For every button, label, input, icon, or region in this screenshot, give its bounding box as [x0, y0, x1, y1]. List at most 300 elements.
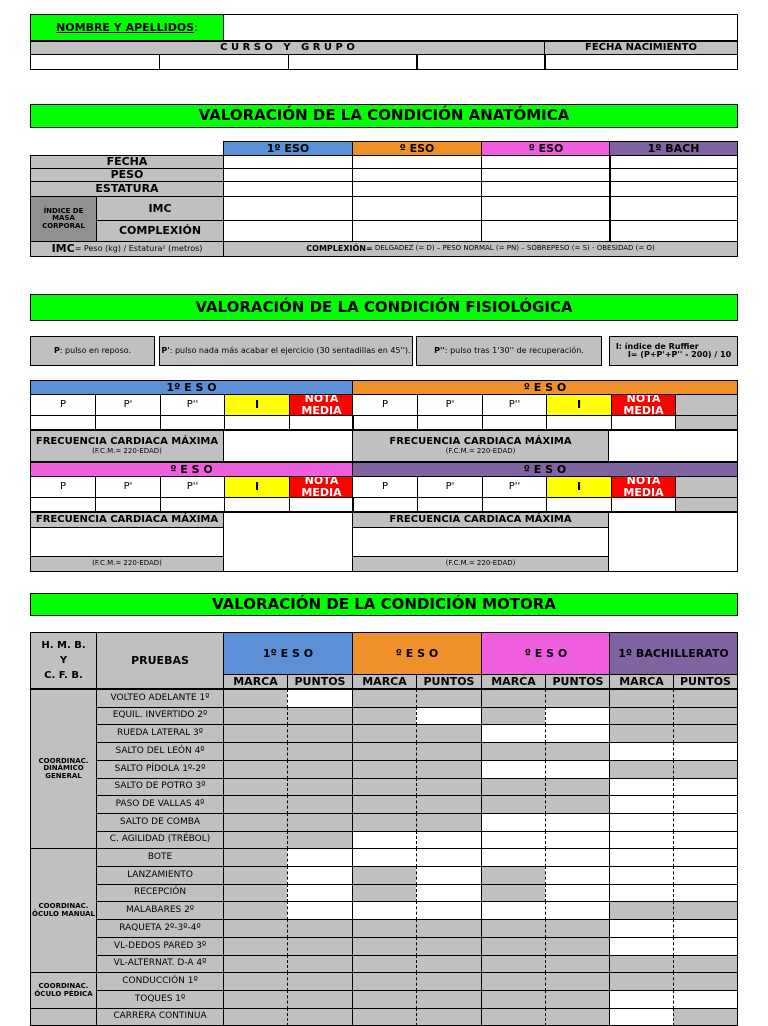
marca-input[interactable]	[223, 831, 288, 849]
fisio-block-title: 1º E S O	[30, 380, 353, 395]
puntos-input[interactable]	[416, 848, 482, 867]
puntos-input[interactable]	[287, 972, 353, 991]
fcm-title: FRECUENCIA CARDIACA MÁXIMA	[389, 436, 572, 448]
motora-col-header: 1º BACHILLERATO	[609, 632, 738, 675]
fisio-title: VALORACIÓN DE LA CONDICIÓN FISIOLÓGICA	[30, 294, 738, 321]
puntos-input[interactable]	[416, 742, 482, 761]
anat-input[interactable]	[481, 196, 611, 221]
marca-header: MARCA	[223, 674, 288, 689]
marca-input[interactable]	[352, 1008, 417, 1026]
name-label-text: NOMBRE Y APELLIDOS	[56, 20, 195, 34]
fisio-input[interactable]	[160, 415, 225, 430]
anat-input[interactable]	[352, 181, 482, 197]
imc-formula-text: = Peso (kg) / Estatura² (metros)	[74, 243, 203, 253]
marca-input[interactable]	[223, 884, 288, 902]
anat-input[interactable]	[223, 220, 353, 242]
puntos-input[interactable]	[545, 795, 611, 814]
puntos-input[interactable]	[545, 1008, 611, 1026]
puntos-input[interactable]	[673, 990, 738, 1009]
anat-row-fecha: FECHA	[30, 155, 224, 169]
puntos-input[interactable]	[287, 1008, 353, 1026]
marca-input[interactable]	[609, 955, 674, 973]
marca-input[interactable]	[609, 724, 674, 743]
puntos-input[interactable]	[416, 813, 482, 832]
puntos-input[interactable]	[287, 707, 353, 725]
puntos-input[interactable]	[545, 707, 611, 725]
anat-input[interactable]	[609, 220, 738, 242]
marca-input[interactable]	[609, 795, 674, 814]
marca-input[interactable]	[609, 990, 674, 1009]
fisio-input[interactable]	[224, 415, 290, 430]
marca-header: MARCA	[609, 674, 674, 689]
marca-input[interactable]	[481, 884, 546, 902]
marca-input[interactable]	[223, 778, 288, 796]
puntos-input[interactable]	[545, 724, 611, 743]
fisio-input[interactable]	[289, 415, 354, 430]
marca-header: MARCA	[352, 674, 417, 689]
fcm-sub: (F.C.M.= 220-EDAD)	[30, 556, 224, 572]
legend-symbol: P'	[161, 345, 170, 355]
marca-input[interactable]	[223, 848, 288, 867]
marca-input[interactable]	[609, 778, 674, 796]
prueba-name: VL-DEDOS PARED 3º	[96, 937, 224, 956]
marca-input[interactable]	[223, 990, 288, 1009]
anat-input[interactable]	[352, 155, 482, 169]
imc-formula	[30, 241, 224, 257]
puntos-input[interactable]	[287, 990, 353, 1009]
anat-input[interactable]	[481, 155, 611, 169]
marca-input[interactable]	[352, 778, 417, 796]
marca-input[interactable]	[481, 813, 546, 832]
marca-input[interactable]	[223, 742, 288, 761]
fisio-input[interactable]	[417, 415, 483, 430]
marca-input[interactable]	[352, 901, 417, 920]
imc-label: IMC	[96, 196, 224, 221]
puntos-input[interactable]	[287, 866, 353, 885]
anat-col-header: 1º BACH	[609, 141, 738, 156]
marca-input[interactable]	[609, 689, 674, 708]
anat-input[interactable]	[352, 168, 482, 182]
puntos-input[interactable]	[416, 724, 482, 743]
puntos-input[interactable]	[287, 742, 353, 761]
marca-input[interactable]	[481, 972, 546, 991]
motora-col-header: 1º E S O	[223, 632, 353, 675]
marca-input[interactable]	[481, 919, 546, 938]
marca-input[interactable]	[609, 1008, 674, 1026]
marca-input[interactable]	[223, 901, 288, 920]
marca-input[interactable]	[481, 689, 546, 708]
fisio-input[interactable]	[352, 497, 418, 512]
puntos-input[interactable]	[416, 1008, 482, 1026]
puntos-input[interactable]	[416, 795, 482, 814]
prueba-name: PASO DE VALLAS 4º	[96, 795, 224, 814]
puntos-input[interactable]	[287, 724, 353, 743]
anat-input[interactable]	[481, 181, 611, 197]
puntos-input[interactable]	[416, 760, 482, 779]
marca-input[interactable]	[352, 742, 417, 761]
marca-input[interactable]	[481, 831, 546, 849]
fisio-col-0: P	[352, 476, 418, 498]
fisio-col-1: P'	[417, 476, 483, 498]
puntos-input[interactable]	[416, 901, 482, 920]
puntos-input[interactable]	[673, 760, 738, 779]
fisio-input[interactable]	[95, 497, 161, 512]
marca-input[interactable]	[609, 937, 674, 956]
puntos-input[interactable]	[545, 884, 611, 902]
motora-col-header: º E S O	[352, 632, 482, 675]
puntos-input[interactable]	[287, 795, 353, 814]
prueba-name: SALTO DE POTRO 3º	[96, 778, 224, 796]
puntos-input[interactable]	[673, 795, 738, 814]
anat-input[interactable]	[609, 155, 738, 169]
puntos-input[interactable]	[673, 742, 738, 761]
puntos-input[interactable]	[416, 937, 482, 956]
fisio-col-3: I	[224, 394, 290, 416]
prueba-name: VOLTEO ADELANTE 1º	[96, 689, 224, 708]
fisio-col-3: I	[224, 476, 290, 498]
puntos-input[interactable]	[416, 866, 482, 885]
legend-2	[416, 336, 602, 366]
legend-text: : pulso en reposo.	[59, 345, 132, 355]
marca-input[interactable]	[223, 689, 288, 708]
marca-input[interactable]	[352, 831, 417, 849]
puntos-input[interactable]	[545, 990, 611, 1009]
marca-input[interactable]	[481, 848, 546, 867]
fisio-col-0: P	[30, 394, 96, 416]
marca-input[interactable]	[481, 724, 546, 743]
curso-grupo-field[interactable]	[30, 54, 160, 70]
fisio-input[interactable]	[289, 497, 354, 512]
marca-input[interactable]	[609, 742, 674, 761]
puntos-input[interactable]	[545, 831, 611, 849]
marca-input[interactable]	[352, 972, 417, 991]
puntos-input[interactable]	[545, 937, 611, 956]
puntos-input[interactable]	[545, 778, 611, 796]
colon: :	[194, 20, 198, 34]
puntos-input[interactable]	[287, 919, 353, 938]
puntos-input[interactable]	[673, 689, 738, 708]
fisio-input[interactable]	[417, 497, 483, 512]
marca-input[interactable]	[223, 955, 288, 973]
anat-input[interactable]	[481, 220, 611, 242]
anat-input[interactable]	[481, 168, 611, 182]
marca-input[interactable]	[609, 884, 674, 902]
puntos-input[interactable]	[287, 848, 353, 867]
puntos-input[interactable]	[545, 901, 611, 920]
marca-input[interactable]	[481, 1008, 546, 1026]
marca-input[interactable]	[352, 689, 417, 708]
marca-input[interactable]	[481, 955, 546, 973]
prueba-name: RAQUETA 2º-3º-4º	[96, 919, 224, 938]
fisio-gray-cell	[675, 497, 738, 512]
puntos-input[interactable]	[416, 831, 482, 849]
legend-0	[30, 336, 155, 366]
marca-input[interactable]	[223, 813, 288, 832]
fcm-sub: (F.C.M.= 220-EDAD)	[352, 556, 609, 572]
puntos-input[interactable]	[416, 972, 482, 991]
fcm-input[interactable]	[223, 512, 353, 572]
puntos-input[interactable]	[545, 919, 611, 938]
marca-input[interactable]	[609, 813, 674, 832]
fisio-col-4: NOTA MEDIA	[289, 394, 354, 416]
puntos-input[interactable]	[416, 955, 482, 973]
puntos-input[interactable]	[545, 813, 611, 832]
puntos-input[interactable]	[673, 937, 738, 956]
puntos-input[interactable]	[673, 813, 738, 832]
marca-input[interactable]	[223, 937, 288, 956]
puntos-input[interactable]	[416, 778, 482, 796]
fisio-col-2: P''	[160, 476, 225, 498]
fisio-input[interactable]	[611, 497, 676, 512]
motora-title: VALORACIÓN DE LA CONDICIÓN MOTORA	[30, 593, 738, 616]
marca-input[interactable]	[481, 742, 546, 761]
motora-group: COORDINAC. DINÁMICO GENERAL	[30, 689, 97, 849]
marca-input[interactable]	[223, 760, 288, 779]
marca-input[interactable]	[609, 866, 674, 885]
puntos-input[interactable]	[287, 813, 353, 832]
fcm-label	[352, 430, 609, 462]
marca-input[interactable]	[352, 955, 417, 973]
fisio-col-2: P''	[482, 476, 547, 498]
fcm-sub: (F.C.M.= 220-EDAD)	[445, 446, 516, 455]
complexion-legend-text: DELGADEZ (= D) – PESO NORMAL (= PN) – SOBREPESO (= S) - OBESIDAD (= O)	[372, 244, 655, 253]
anat-row-peso: PESO	[30, 168, 224, 182]
puntos-input[interactable]	[416, 990, 482, 1009]
puntos-input[interactable]	[673, 866, 738, 885]
puntos-input[interactable]	[287, 831, 353, 849]
marca-input[interactable]	[352, 795, 417, 814]
legend-symbol: P	[53, 345, 60, 355]
fisio-block-title: º E S O	[30, 462, 353, 477]
marca-input[interactable]	[609, 919, 674, 938]
puntos-input[interactable]	[287, 884, 353, 902]
prueba-name: BOTE	[96, 848, 224, 867]
puntos-input[interactable]	[545, 972, 611, 991]
marca-input[interactable]	[481, 760, 546, 779]
name-label	[30, 14, 224, 41]
puntos-input[interactable]	[673, 707, 738, 725]
prueba-name: SALTO PÍDOLA 1º-2º	[96, 760, 224, 779]
marca-input[interactable]	[352, 919, 417, 938]
marca-input[interactable]	[609, 831, 674, 849]
fisio-input[interactable]	[482, 415, 547, 430]
fisio-input[interactable]	[546, 415, 612, 430]
complexion-legend-bold: COMPLEXIÓN=	[306, 243, 373, 253]
puntos-input[interactable]	[416, 689, 482, 708]
fisio-input[interactable]	[546, 497, 612, 512]
puntos-input[interactable]	[545, 689, 611, 708]
anat-col-header: 1º ESO	[223, 141, 353, 156]
marca-input[interactable]	[481, 866, 546, 885]
puntos-input[interactable]	[287, 937, 353, 956]
marca-input[interactable]	[481, 795, 546, 814]
marca-input[interactable]	[352, 866, 417, 885]
fcm-label: FRECUENCIA CARDIACA MÁXIMA	[352, 512, 609, 528]
marca-input[interactable]	[223, 795, 288, 814]
marca-input[interactable]	[352, 724, 417, 743]
puntos-input[interactable]	[545, 866, 611, 885]
marca-input[interactable]	[481, 778, 546, 796]
anat-row-estatura: ESTATURA	[30, 181, 224, 197]
curso-grupo-field[interactable]	[159, 54, 289, 70]
marca-input[interactable]	[223, 707, 288, 725]
puntos-input[interactable]	[673, 831, 738, 849]
prueba-name: C. AGILIDAD (TRÉBOL)	[96, 831, 224, 849]
fcm-label	[30, 430, 224, 462]
name-field[interactable]	[223, 14, 738, 41]
prueba-name: MALABARES 2º	[96, 901, 224, 920]
fcm-input[interactable]	[608, 430, 738, 462]
puntos-input[interactable]	[673, 884, 738, 902]
motora-col-header: º E S O	[481, 632, 611, 675]
marca-input[interactable]	[223, 919, 288, 938]
puntos-input[interactable]	[287, 689, 353, 708]
fisio-input[interactable]	[352, 415, 418, 430]
legend-symbol: P''	[434, 345, 445, 355]
puntos-input[interactable]	[416, 919, 482, 938]
fisio-input[interactable]	[224, 497, 290, 512]
marca-input[interactable]	[352, 813, 417, 832]
puntos-input[interactable]	[287, 778, 353, 796]
anat-col-header: º ESO	[481, 141, 611, 156]
anat-input[interactable]	[223, 168, 353, 182]
hmb-text: H. M. B. Y C. F. B.	[41, 640, 86, 681]
marca-input[interactable]	[481, 901, 546, 920]
puntos-input[interactable]	[545, 955, 611, 973]
anat-input[interactable]	[609, 181, 738, 197]
fisio-col-4: NOTA MEDIA	[611, 476, 676, 498]
fisio-col-3: I	[546, 394, 612, 416]
marca-input[interactable]	[352, 848, 417, 867]
puntos-input[interactable]	[416, 707, 482, 725]
fcm-input[interactable]	[223, 430, 353, 462]
ruffier-formula: I= (P+P'+P'' - 200) / 10	[627, 350, 732, 359]
marca-input[interactable]	[609, 760, 674, 779]
marca-input[interactable]	[223, 724, 288, 743]
fisio-col-1: P'	[95, 394, 161, 416]
puntos-header: PUNTOS	[287, 674, 353, 689]
puntos-input[interactable]	[545, 742, 611, 761]
fcm-input[interactable]	[608, 512, 738, 572]
anat-input[interactable]	[223, 181, 353, 197]
spacer	[30, 527, 224, 557]
marca-input[interactable]	[609, 848, 674, 867]
legend-1	[159, 336, 413, 366]
fisio-col-2: P''	[160, 394, 225, 416]
anat-input[interactable]	[609, 196, 738, 221]
fisio-input[interactable]	[30, 497, 96, 512]
fecha-nac-label: FECHA NACIMIENTO	[544, 41, 738, 55]
fisio-col-4: NOTA MEDIA	[611, 394, 676, 416]
marca-header: MARCA	[481, 674, 546, 689]
curso-grupo-field[interactable]	[288, 54, 418, 70]
fisio-col-1: P'	[417, 394, 483, 416]
prueba-name: SALTO DE COMBA	[96, 813, 224, 832]
spacer	[352, 527, 609, 557]
puntos-input[interactable]	[287, 760, 353, 779]
marca-input[interactable]	[352, 937, 417, 956]
motora-group	[30, 1008, 97, 1026]
puntos-input[interactable]	[673, 919, 738, 938]
puntos-input[interactable]	[673, 901, 738, 920]
anat-col-header: º ESO	[352, 141, 482, 156]
fcm-title: FRECUENCIA CARDIACA MÁXIMA	[35, 436, 219, 448]
marca-input[interactable]	[223, 972, 288, 991]
anat-title: VALORACIÓN DE LA CONDICIÓN ANATÓMICA	[30, 104, 738, 128]
marca-input[interactable]	[481, 707, 546, 725]
marca-input[interactable]	[609, 901, 674, 920]
marca-input[interactable]	[609, 972, 674, 991]
prueba-name: LANZAMIENTO	[96, 866, 224, 885]
marca-input[interactable]	[481, 937, 546, 956]
anat-input[interactable]	[352, 196, 482, 221]
prueba-name: CONDUCCIÓN 1º	[96, 972, 224, 991]
puntos-input[interactable]	[673, 724, 738, 743]
puntos-input[interactable]	[673, 848, 738, 867]
marca-input[interactable]	[609, 707, 674, 725]
fisio-col-1: P'	[95, 476, 161, 498]
puntos-header: PUNTOS	[545, 674, 611, 689]
legend-text: : pulso nada más acabar el ejercicio (30 sentadillas en 45'').	[169, 345, 411, 355]
marca-input[interactable]	[352, 990, 417, 1009]
anat-input[interactable]	[609, 168, 738, 182]
marca-input[interactable]	[352, 760, 417, 779]
marca-input[interactable]	[481, 990, 546, 1009]
ruffier-legend	[609, 336, 738, 366]
marca-input[interactable]	[223, 1008, 288, 1026]
fisio-input[interactable]	[30, 415, 96, 430]
complexion-label: COMPLEXIÓN	[96, 220, 224, 242]
marca-input[interactable]	[223, 866, 288, 885]
anat-input[interactable]	[223, 155, 353, 169]
marca-input[interactable]	[352, 707, 417, 725]
prueba-name: TOQUES 1º	[96, 990, 224, 1009]
fisio-gray-cell	[675, 394, 738, 416]
anat-input[interactable]	[352, 220, 482, 242]
fisio-col-0: P	[352, 394, 418, 416]
fisio-gray-cell	[675, 476, 738, 498]
fisio-input[interactable]	[482, 497, 547, 512]
puntos-input[interactable]	[673, 778, 738, 796]
pruebas-header: PRUEBAS	[96, 632, 224, 689]
fisio-block-title: º E S O	[352, 380, 738, 395]
puntos-header: PUNTOS	[673, 674, 738, 689]
puntos-input[interactable]	[673, 955, 738, 973]
puntos-input[interactable]	[673, 972, 738, 991]
fisio-block-title: º E S O	[352, 462, 738, 477]
curso-grupo-field[interactable]	[416, 54, 546, 70]
marca-input[interactable]	[352, 884, 417, 902]
motora-group: COORDINAC. ÓCULO MANUAL	[30, 848, 97, 973]
puntos-input[interactable]	[545, 848, 611, 867]
fecha-nac-field[interactable]	[544, 54, 738, 70]
fisio-input[interactable]	[95, 415, 161, 430]
puntos-input[interactable]	[287, 955, 353, 973]
fcm-label: FRECUENCIA CARDIACA MÁXIMA	[30, 512, 224, 528]
fisio-col-2: P''	[482, 394, 547, 416]
ruffier-title: I: índice de Ruffier	[615, 341, 699, 351]
anat-input[interactable]	[223, 196, 353, 221]
fisio-input[interactable]	[160, 497, 225, 512]
puntos-input[interactable]	[416, 884, 482, 902]
puntos-header: PUNTOS	[416, 674, 482, 689]
prueba-name: RECEPCIÓN	[96, 884, 224, 902]
puntos-input[interactable]	[287, 901, 353, 920]
puntos-input[interactable]	[673, 1008, 738, 1026]
fisio-input[interactable]	[611, 415, 676, 430]
puntos-input[interactable]	[545, 760, 611, 779]
prueba-name: VL-ALTERNAT. D-A 4º	[96, 955, 224, 973]
